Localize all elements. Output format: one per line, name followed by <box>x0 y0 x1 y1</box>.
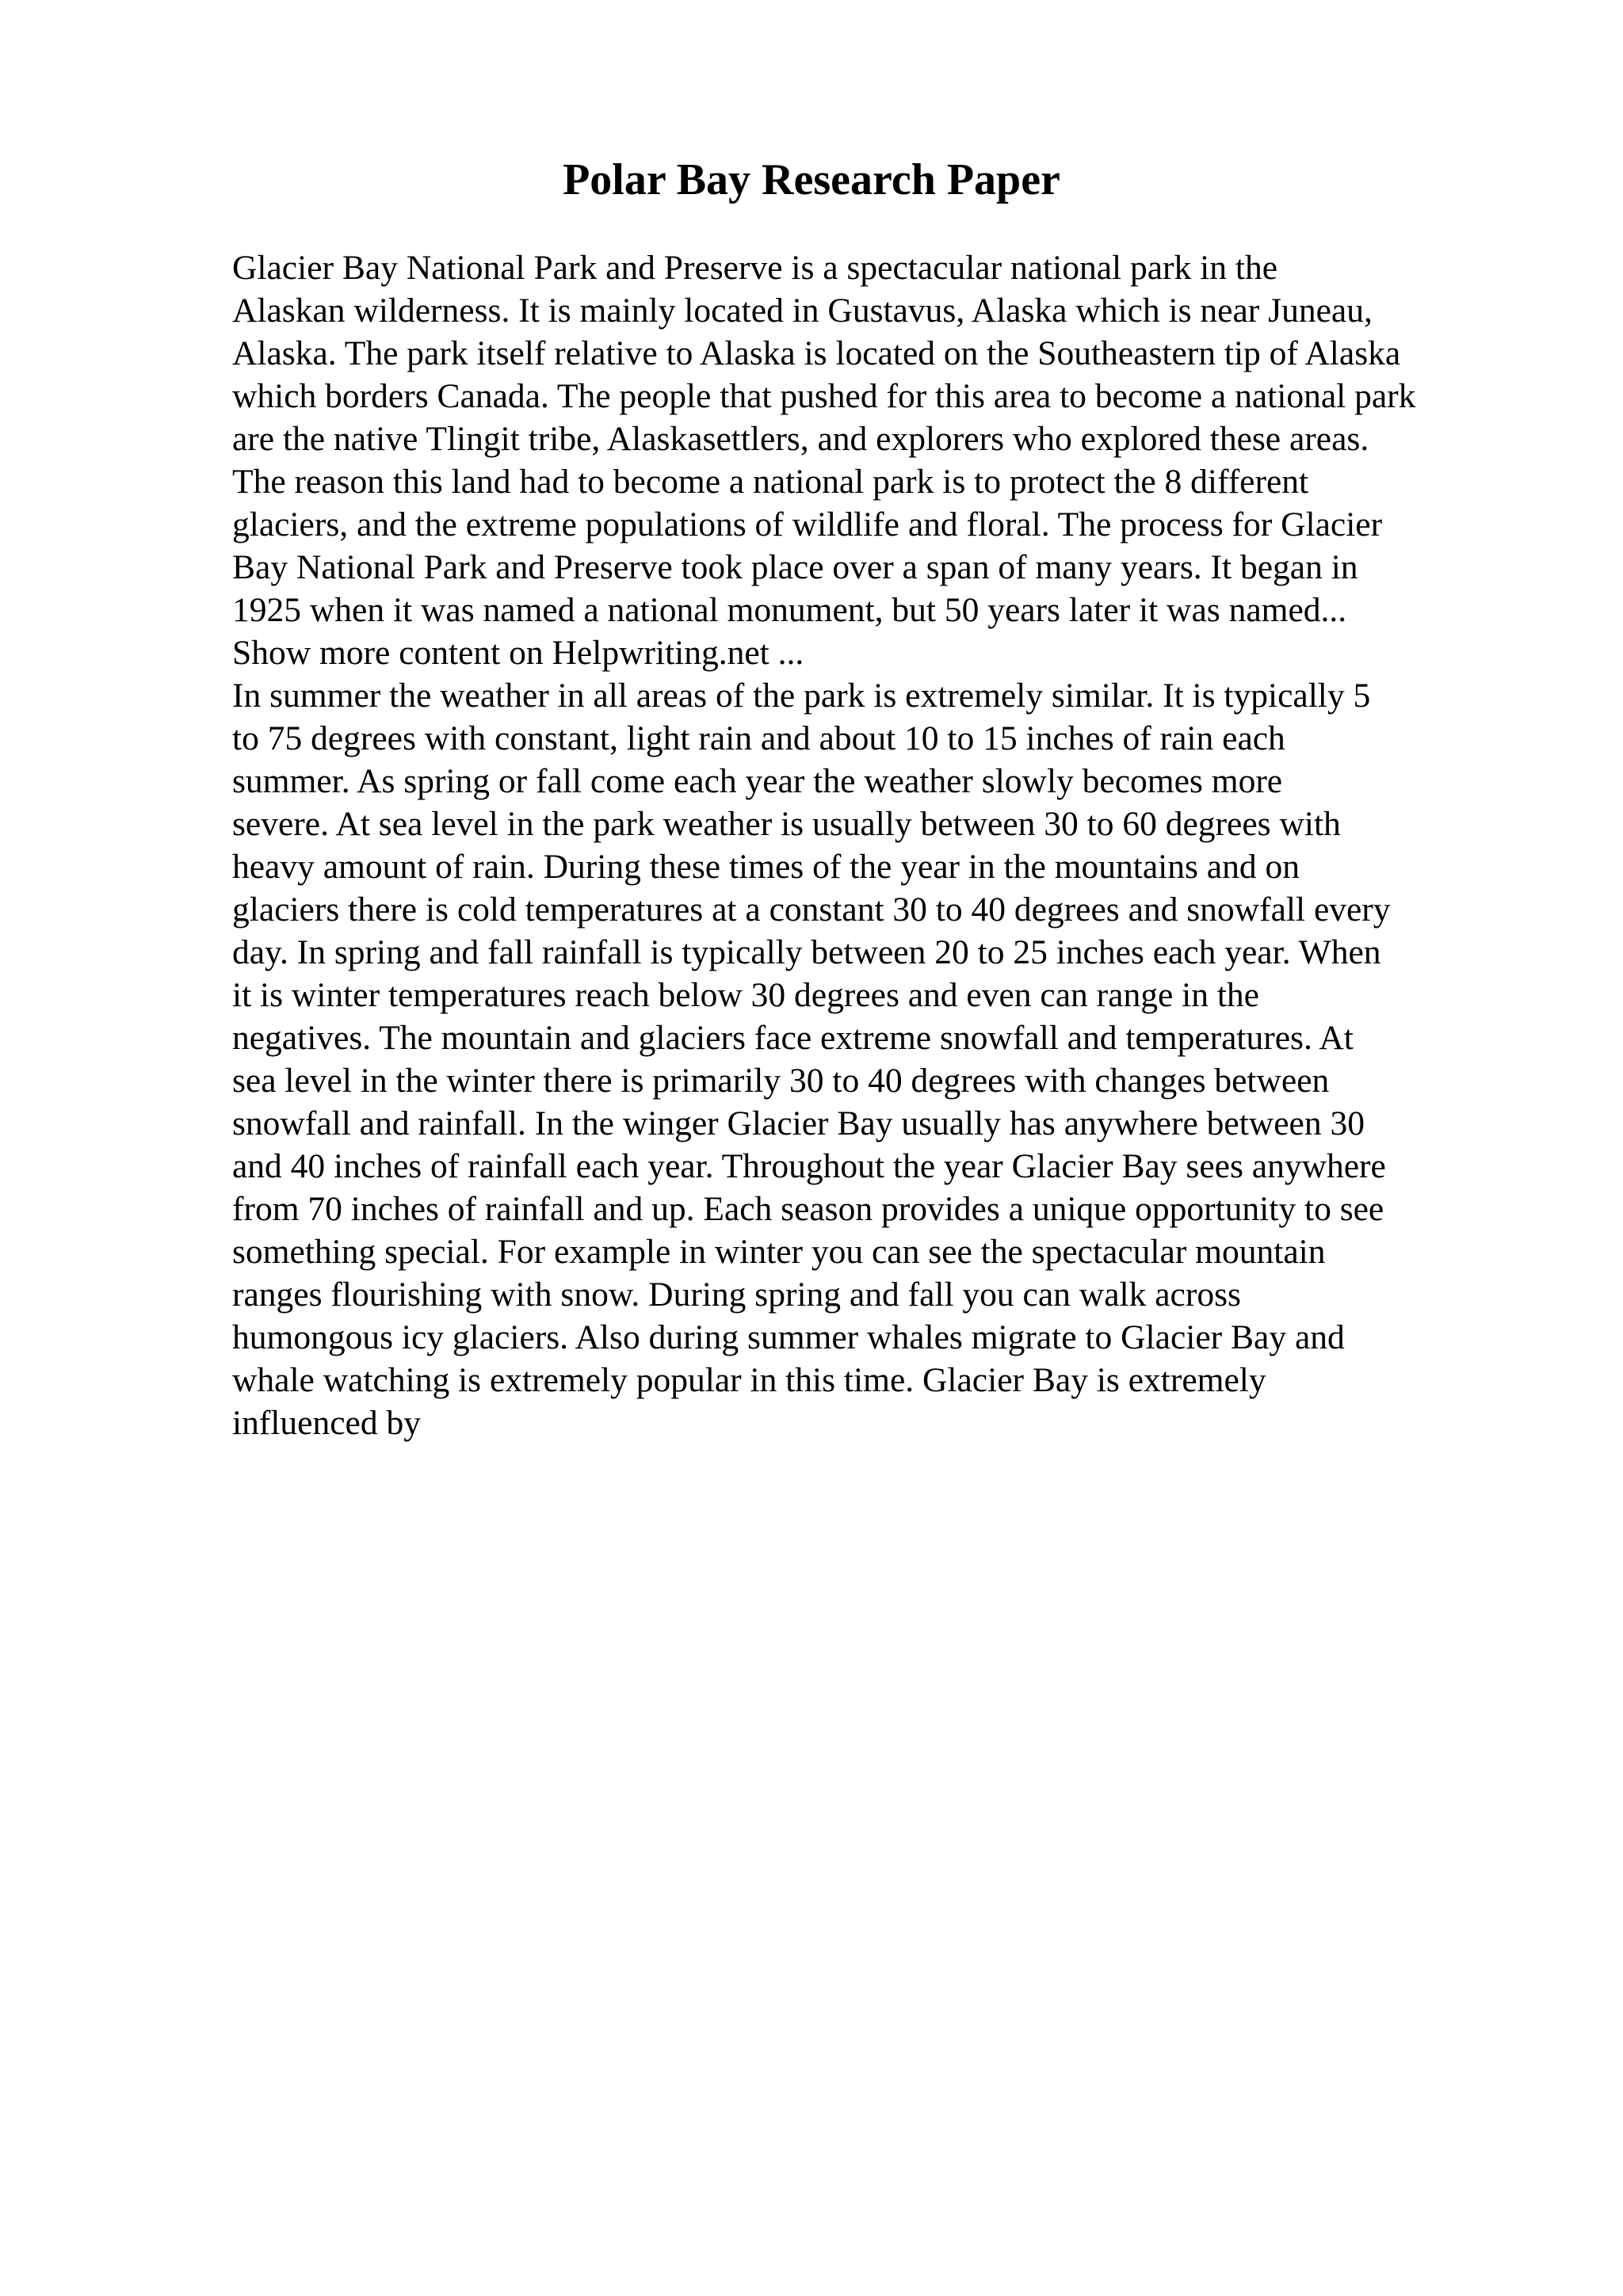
body-line: The reason this land had to become a national park is to protect the 8 different <box>232 463 1309 501</box>
body-line: ranges flourishing with snow. During spring and fall you can walk across <box>232 1276 1241 1314</box>
body-line: Bay National Park and Preserve took place over a span of many years. It began in <box>232 548 1358 586</box>
body-line: it is winter temperatures reach below 30 degrees and even can range in the <box>232 976 1259 1014</box>
body-line: day. In spring and fall rainfall is typically between 20 to 25 inches each year. When <box>232 933 1381 971</box>
body-line: and 40 inches of rainfall each year. Throughout the year Glacier Bay sees anywhere <box>232 1147 1386 1185</box>
body-line: Alaskan wilderness. It is mainly located in Gustavus, Alaska which is near Juneau, <box>232 292 1373 330</box>
body-line: negatives. The mountain and glaciers face extreme snowfall and temperatures. At <box>232 1019 1354 1057</box>
body-line: sea level in the winter there is primarily 30 to 40 degrees with changes between <box>232 1062 1330 1100</box>
body-line: humongous icy glaciers. Also during summer whales migrate to Glacier Bay and <box>232 1318 1345 1356</box>
body-line: from 70 inches of rainfall and up. Each season provides a unique opportunity to see <box>232 1190 1384 1228</box>
body-line: glaciers there is cold temperatures at a constant 30 to 40 degrees and snowfall every <box>232 891 1391 929</box>
body-line: something special. For example in winter you can see the spectacular mountain <box>232 1233 1326 1271</box>
body-line: summer. As spring or fall come each year the weather slowly becomes more <box>232 762 1283 800</box>
body-line: whale watching is extremely popular in this time. Glacier Bay is extremely <box>232 1361 1266 1399</box>
body-line: Glacier Bay National Park and Preserve is a spectacular national park in the <box>232 249 1277 287</box>
body-line: which borders Canada. The people that pushed for this area to become a national park <box>232 377 1416 415</box>
document-body <box>232 246 1532 1444</box>
document-title: Polar Bay Research Paper <box>563 155 1060 204</box>
body-line: snowfall and rainfall. In the winger Glacier Bay usually has anywhere between 30 <box>232 1104 1365 1142</box>
body-line: Alaska. The park itself relative to Alaska is located on the Southeastern tip of Alaska <box>232 334 1401 372</box>
body-line: glaciers, and the extreme populations of wildlife and floral. The process for Glacier <box>232 505 1383 543</box>
body-line: In summer the weather in all areas of the park is extremely similar. It is typically 5 <box>232 677 1371 715</box>
body-line: to 75 degrees with constant, light rain and about 10 to 15 inches of rain each <box>232 719 1285 757</box>
body-line: heavy amount of rain. During these times of the year in the mountains and on <box>232 848 1300 886</box>
body-line: influenced by <box>232 1404 421 1442</box>
body-line: are the native Tlingit tribe, Alaskasettlers, and explorers who explored these areas. <box>232 420 1369 458</box>
body-line: 1925 when it was named a national monument, but 50 years later it was named... <box>232 591 1347 629</box>
show-more-line: Show more content on Helpwriting.net ... <box>232 634 804 672</box>
body-line: severe. At sea level in the park weather is usually between 30 to 60 degrees with <box>232 805 1341 843</box>
